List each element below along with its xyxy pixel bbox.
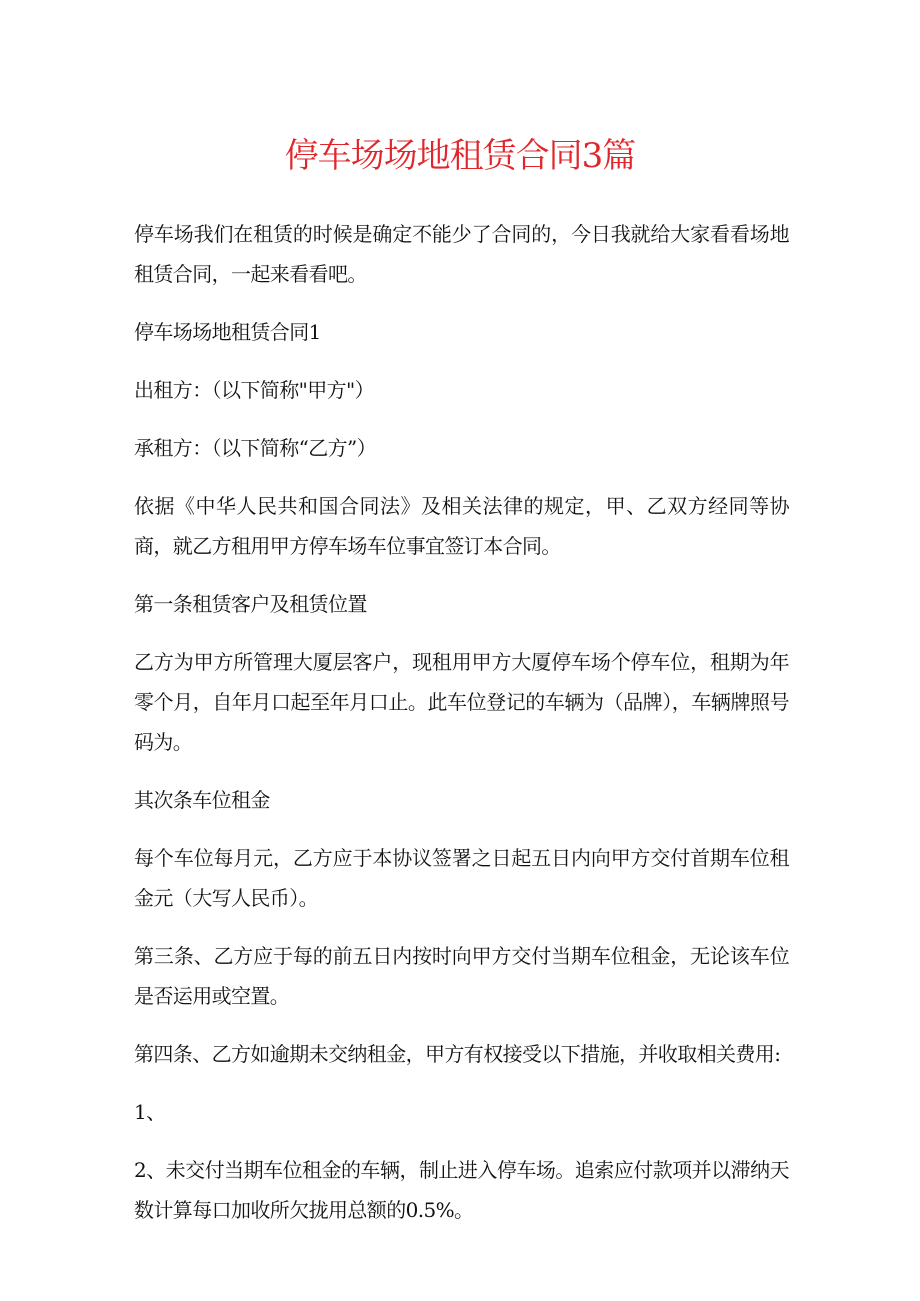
article-2-paragraph: 每个车位每月元，乙方应于本协议签署之日起五日内向甲方交付首期车位租金元（大写人民币）。	[134, 846, 789, 910]
article-3-paragraph: 第三条、乙方应于每的前五日内按时向甲方交付当期车位租金，无论该车位是否运用或空置。	[134, 944, 789, 1008]
lessor-line: 出租方：（以下简称"甲方"）	[134, 378, 374, 402]
document-title: 停车场场地租赁合同3篇	[284, 136, 636, 176]
intro-paragraph: 停车场我们在租赁的时候是确定不能少了合同的，今日我就给大家看看场地租赁合同，一起来看看吧。	[134, 222, 789, 286]
article-2-heading: 其次条车位租金	[134, 788, 270, 812]
list-item-2: 2、未交付当期车位租金的车辆，制止进入停车场。追索应付款项并以滞纳天数计算每口加收所欠拢用总额的0.5%。	[134, 1158, 789, 1222]
article-1-heading: 第一条租赁客户及租赁位置	[134, 592, 367, 616]
document-body	[134, 214, 789, 1248]
article-1-paragraph: 乙方为甲方所管理大厦层客户，现租用甲方大厦停车场个停车位，租期为年零个月，自年月口起至年月口止。此车位登记的车辆为（品牌），车辆牌照号码为。	[134, 650, 789, 754]
legal-basis-paragraph: 依据《中华人民共和国合同法》及相关法律的规定，甲、乙双方经同等协商，就乙方租用甲方停车场车位事宜签订本合同。	[134, 494, 789, 558]
lessee-line: 承租方：（以下简称“乙方”）	[134, 436, 377, 460]
article-4-paragraph: 第四条、乙方如逾期未交纳租金，甲方有权接受以下措施，并收取相关费用:	[134, 1042, 781, 1066]
contract-heading: 停车场场地租赁合同1	[134, 320, 321, 344]
list-item-1: 1、	[134, 1100, 166, 1124]
